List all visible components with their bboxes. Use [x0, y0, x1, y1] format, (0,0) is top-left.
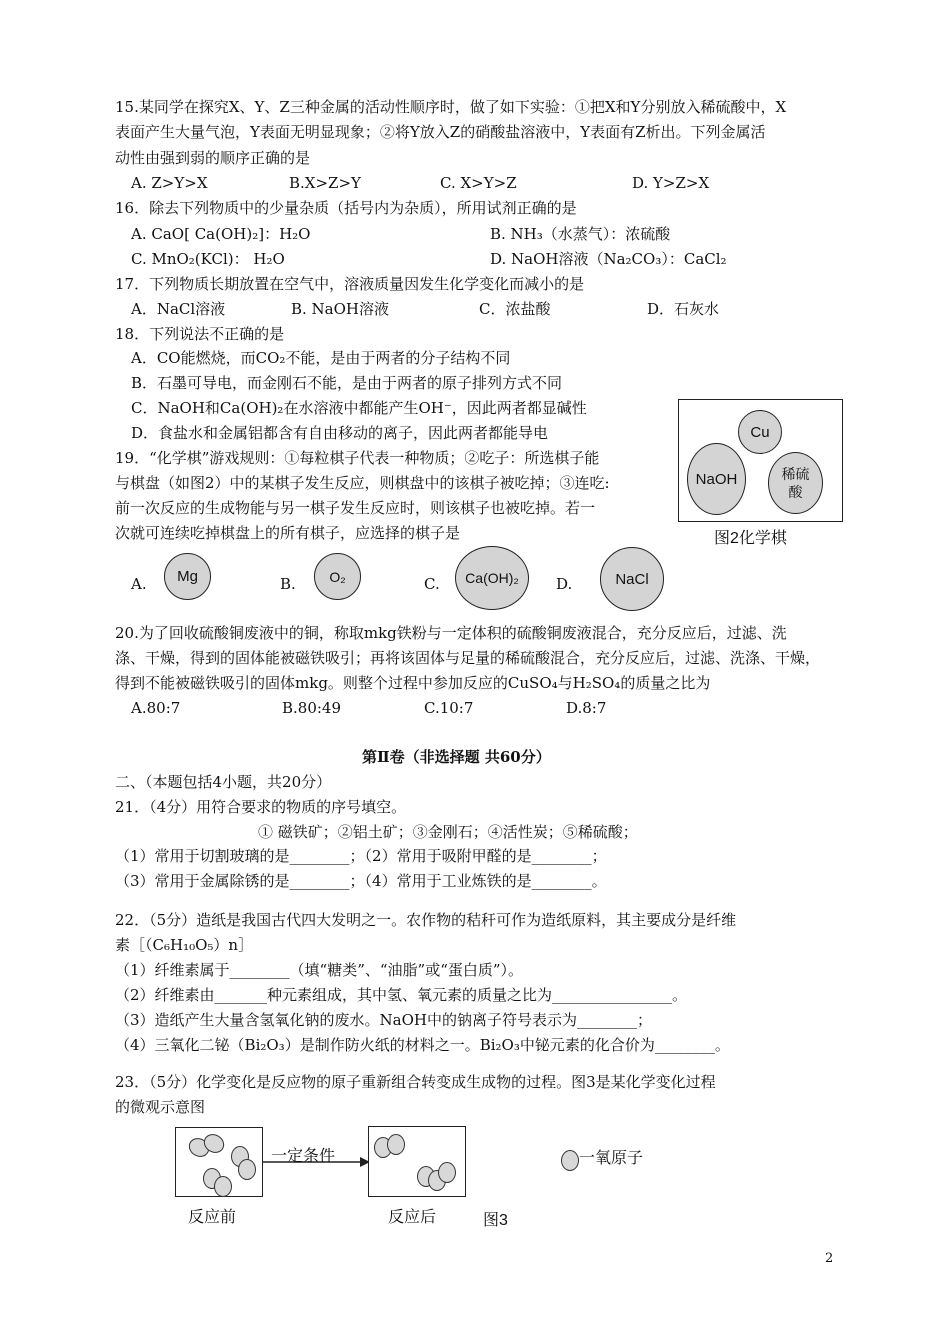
- figure3-caption: 图3: [483, 1212, 508, 1229]
- q18-option-a: A．CO能燃烧，而CO₂不能，是由于两者的分子结构不同: [131, 349, 511, 367]
- figure2-board: [678, 399, 843, 522]
- q21-row1: （1）常用于切割玻璃的是________；（2）常用于吸附甲醛的是________；: [115, 847, 607, 865]
- board-piece-cu: Cu: [738, 410, 782, 454]
- q17-option-d: D．石灰水: [647, 300, 720, 318]
- q23-line2: 的微观示意图: [115, 1098, 206, 1116]
- q23-line1: 23．（5分）化学变化是反应物的原子重新组合转变成生成物的过程。图3是某化学变化过程: [115, 1073, 716, 1091]
- q19-line1: 19．“化学棋”游戏规则：①每粒棋子代表一种物质；②吃子：所选棋子能: [115, 449, 600, 467]
- q19-option-d-letter: D.: [556, 575, 573, 593]
- q18-option-d: D．食盐水和金属铝都含有自由移动的离子，因此两者都能导电: [131, 424, 549, 442]
- q17-stem: 17．下列物质长期放置在空气中，溶液质量因发生化学变化而减小的是: [115, 275, 585, 293]
- q17-option-b: B. NaOH溶液: [291, 300, 390, 318]
- oxygen-atom: [438, 1162, 456, 1183]
- q21-stem: 21．（4分）用符合要求的物质的序号填空。: [115, 798, 407, 816]
- figure3-after-label: 反应后: [388, 1209, 437, 1226]
- q22-line1: 22．（5分）造纸是我国古代四大发明之一。农作物的秸秆可作为造纸原料，其主要成分是纤维: [115, 911, 737, 929]
- q16-option-b: B. NH₃（水蒸气）：浓硫酸: [490, 225, 671, 243]
- q19-line2: 与棋盘（如图2）中的某棋子发生反应，则棋盘中的该棋子被吃掉；③连吃:: [115, 474, 610, 492]
- page-number: 2: [825, 1251, 834, 1266]
- q18-option-c: C．NaOH和Ca(OH)₂在水溶液中都能产生OH⁻，因此两者都显碱性: [131, 399, 587, 417]
- oxygen-atom: [214, 1176, 232, 1197]
- q20-line3: 得到不能被磁铁吸引的固体mkg。则整个过程中参加反应的CuSO₄与H₂SO₄的质量之比为: [115, 674, 711, 692]
- q15-option-a: A. Z>Y>X: [131, 174, 208, 192]
- q19-option-c-letter: C.: [424, 575, 440, 593]
- figure3-after-box: [368, 1126, 466, 1197]
- q19-option-b-piece: O₂: [314, 553, 361, 600]
- q21-choices: ① 磁铁矿；②铝土矿；③金刚石；④活性炭；⑤稀硫酸；: [258, 823, 638, 841]
- q19-option-a-piece: Mg: [164, 553, 211, 600]
- q19-option-b-letter: B.: [280, 575, 296, 593]
- part2-section: 二、（本题包括4小题，共20分）: [115, 773, 332, 791]
- q16-option-d: D. NaOH溶液（Na₂CO₃）：CaCl₂: [490, 250, 727, 268]
- q15-line2: 表面产生大量气泡，Y表面无明显现象；②将Y放入Z的硝酸盐溶液中，Y表面有Z析出。下列金属活: [115, 123, 766, 141]
- q15-line3: 动性由强到弱的顺序正确的是: [115, 149, 311, 167]
- figure2-caption: 图2化学棋: [714, 530, 787, 547]
- figure3-legend: 一氧原子: [579, 1150, 644, 1167]
- part2-title: 第Ⅱ卷（非选择题 共60分）: [362, 748, 551, 766]
- q17-option-c: C．浓盐酸: [479, 300, 551, 318]
- q19-option-d-piece: NaCl: [600, 547, 664, 611]
- figure3-before-label: 反应前: [188, 1209, 237, 1226]
- q20-option-b: B.80:49: [282, 699, 342, 717]
- q21-row2: （3）常用于金属除锈的是________；（4）常用于工业炼铁的是________。: [115, 872, 607, 890]
- figure3-arrow-label: 一定条件: [271, 1148, 336, 1165]
- q15-option-d: D. Y>Z>X: [632, 174, 710, 192]
- q20-option-c: C.10:7: [424, 699, 474, 717]
- q20-option-d: D.8:7: [566, 699, 607, 717]
- q20-line1: 20.为了回收硫酸铜废液中的铜，称取mkg铁粉与一定体积的硫酸铜废液混合，充分反应后，过滤、洗: [115, 624, 787, 642]
- q16-option-c: C. MnO₂(KCl)： H₂O: [131, 250, 285, 268]
- q18-stem: 18．下列说法不正确的是: [115, 325, 285, 343]
- q19-line3: 前一次反应的生成物能与另一棋子发生反应时，则该棋子也被吃掉。若一: [115, 499, 596, 517]
- q17-option-a: A．NaCl溶液: [131, 300, 226, 318]
- board-piece-naoh: NaOH: [687, 443, 746, 515]
- q20-option-a: A.80:7: [131, 699, 181, 717]
- q15-line1: 15.某同学在探究X、Y、Z三种金属的活动性顺序时，做了如下实验：①把X和Y分别放入稀硫酸中，X: [115, 98, 787, 116]
- q19-option-c-piece: Ca(OH)₂: [455, 546, 529, 610]
- q19-line4: 次就可连续吃掉棋盘上的所有棋子，应选择的棋子是: [115, 524, 461, 542]
- board-piece-dilute-sulfuric-acid: 稀硫酸: [768, 452, 823, 514]
- legend-oxygen-atom: [561, 1150, 579, 1171]
- q22-part4: （4）三氧化二铋（Bi₂O₃）是制作防火纸的材料之一。Bi₂O₃中铋元素的化合价为________。: [115, 1036, 730, 1054]
- q16-option-a: A. CaO[ Ca(OH)₂]：H₂O: [131, 225, 311, 243]
- q18-option-b: B．石墨可导电，而金刚石不能，是由于两者的原子排列方式不同: [131, 374, 563, 392]
- q22-part1: （1）纤维素属于________（填“糖类”、“油脂”或“蛋白质”）。: [115, 961, 524, 979]
- q22-part2: （2）纤维素由_______种元素组成，其中氢、氧元素的质量之比为________________。: [115, 986, 688, 1004]
- q22-line2: 素［（C₆H₁₀O₅）n］: [115, 936, 254, 954]
- figure3-before-box: [175, 1127, 263, 1197]
- oxygen-atom: [387, 1134, 405, 1155]
- oxygen-atom: [238, 1159, 256, 1180]
- q20-line2: 涤、干燥，得到的固体能被磁铁吸引；再将该固体与足量的稀硫酸混合，充分反应后，过滤、洗涤、干燥，: [115, 649, 821, 667]
- q15-option-b: B.X>Z>Y: [289, 174, 361, 192]
- q19-option-a-letter: A.: [131, 575, 147, 593]
- q15-option-c: C. X>Y>Z: [440, 174, 517, 192]
- q22-part3: （3）造纸产生大量含氢氧化钠的废水。NaOH中的钠离子符号表示为________；: [115, 1011, 652, 1029]
- q16-stem: 16．除去下列物质中的少量杂质（括号内为杂质），所用试剂正确的是: [115, 199, 577, 217]
